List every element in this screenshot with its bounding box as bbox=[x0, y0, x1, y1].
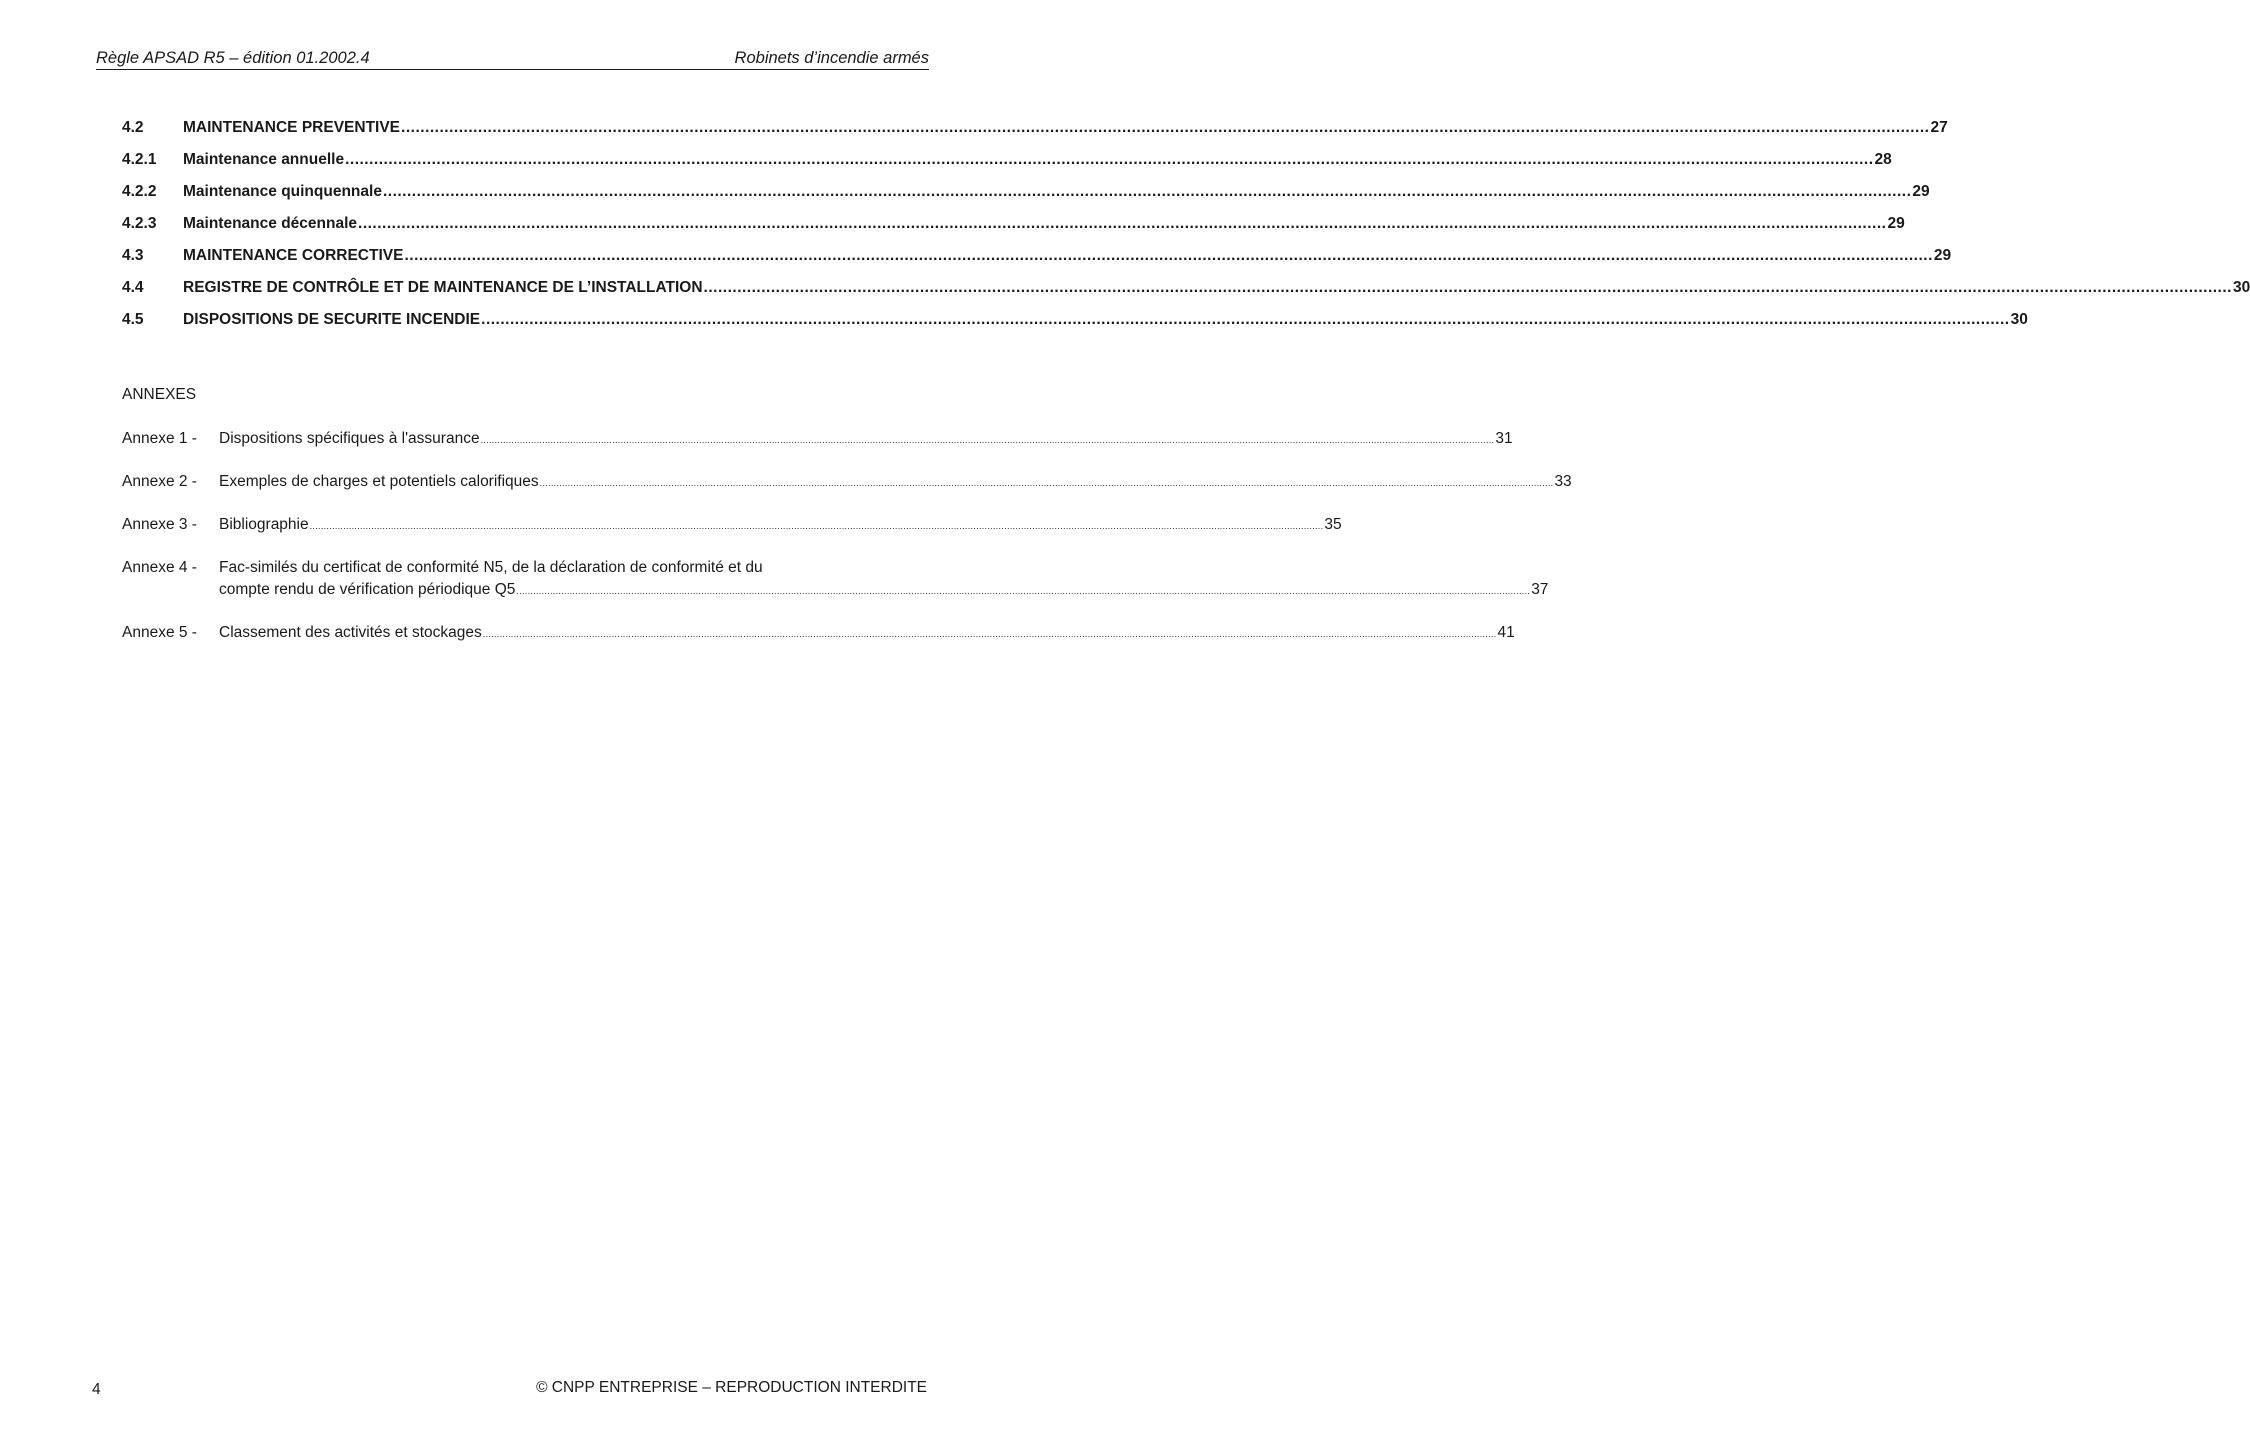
annex-title: compte rendu de vérification périodique Q5 bbox=[219, 581, 516, 598]
toc-entry-page: 27 bbox=[1930, 119, 1948, 136]
annex-page: 31 bbox=[1495, 430, 1513, 447]
annex-page: 35 bbox=[1324, 516, 1342, 533]
annex-number: Annexe 4 - bbox=[122, 559, 197, 576]
toc-entry-title: Maintenance annuelle bbox=[183, 151, 345, 168]
annex-number: Annexe 1 - bbox=[122, 430, 197, 447]
header-right-title: Robinets d’incendie armés bbox=[734, 49, 929, 67]
annex-entry[interactable] bbox=[122, 428, 1513, 451]
annex-leader-dots bbox=[540, 472, 1554, 494]
toc-entry[interactable] bbox=[122, 151, 1892, 183]
toc-leader-dots bbox=[704, 279, 2232, 297]
toc-entry-number: 4.4 bbox=[122, 279, 144, 296]
annex-number: Annexe 2 - bbox=[122, 473, 197, 490]
toc-leader-dots bbox=[481, 311, 2009, 329]
toc-entry-page: 30 bbox=[2010, 311, 2028, 328]
toc-entry[interactable] bbox=[122, 183, 1930, 215]
toc-entry-number: 4.2 bbox=[122, 119, 144, 136]
annex-title: Bibliographie bbox=[219, 516, 309, 533]
toc-leader-dots bbox=[401, 119, 1929, 137]
annex-leader-dots bbox=[481, 429, 1495, 451]
copyright-notice: © CNPP ENTREPRISE – REPRODUCTION INTERDITE bbox=[536, 1379, 927, 1396]
toc-entry-title: REGISTRE DE CONTRÔLE ET DE MAINTENANCE DE L’INSTALLATION bbox=[183, 279, 703, 296]
annex-entry[interactable] bbox=[122, 557, 1549, 602]
toc-entry-page: 29 bbox=[1933, 247, 1952, 264]
toc-leader-dots bbox=[404, 247, 1932, 265]
annex-entry[interactable] bbox=[122, 622, 1515, 645]
toc-leader-dots bbox=[383, 183, 1911, 201]
table-of-contents bbox=[122, 119, 2250, 343]
toc-entry[interactable] bbox=[122, 311, 2028, 343]
toc-entry[interactable] bbox=[122, 215, 1905, 247]
annex-page: 37 bbox=[1531, 581, 1549, 598]
annex-entry[interactable] bbox=[122, 471, 1572, 494]
toc-entry-number: 4.2.2 bbox=[122, 183, 157, 200]
toc-entry-title: Maintenance décennale bbox=[183, 215, 358, 232]
toc-entry-page: 28 bbox=[1874, 151, 1892, 168]
toc-entry-number: 4.5 bbox=[122, 311, 144, 328]
toc-entry[interactable] bbox=[122, 247, 1952, 279]
toc-entry-number: 4.3 bbox=[122, 247, 144, 264]
toc-entry-page: 30 bbox=[2232, 279, 2250, 296]
page-number: 4 bbox=[92, 1381, 101, 1398]
annex-leader-dots bbox=[310, 515, 1324, 537]
annex-title: Exemples de charges et potentiels calorifiques bbox=[219, 473, 539, 490]
annex-title: Classement des activités et stockages bbox=[219, 624, 482, 641]
toc-entry-number: 4.2.1 bbox=[122, 151, 157, 168]
annex-entry[interactable] bbox=[122, 514, 1342, 537]
running-header bbox=[96, 49, 929, 70]
annex-leader-dots bbox=[483, 623, 1497, 645]
annexes-list bbox=[122, 428, 1572, 645]
annexes-heading: ANNEXES bbox=[122, 386, 197, 403]
annex-title-line1: Fac-similés du certificat de conformité N5, de la déclaration de conformité et du bbox=[219, 559, 763, 576]
annex-number: Annexe 5 - bbox=[122, 624, 197, 641]
toc-entry-title: MAINTENANCE CORRECTIVE bbox=[183, 247, 404, 264]
toc-entry[interactable] bbox=[122, 119, 1948, 151]
toc-leader-dots bbox=[345, 151, 1873, 169]
header-left-title: Règle APSAD R5 – édition 01.2002.4 bbox=[96, 49, 370, 67]
annex-page: 41 bbox=[1497, 624, 1515, 641]
toc-entry-title: DISPOSITIONS DE SECURITE INCENDIE bbox=[183, 311, 481, 328]
annex-title: Dispositions spécifiques à l'assurance bbox=[219, 430, 480, 447]
toc-entry-number: 4.2.3 bbox=[122, 215, 157, 232]
toc-leader-dots bbox=[358, 215, 1886, 233]
annex-number: Annexe 3 - bbox=[122, 516, 197, 533]
toc-entry-page: 29 bbox=[1887, 215, 1905, 232]
toc-entry[interactable] bbox=[122, 279, 2250, 311]
toc-entry-page: 29 bbox=[1912, 183, 1930, 200]
annex-leader-dots bbox=[516, 580, 1530, 602]
toc-entry-title: Maintenance quinquennale bbox=[183, 183, 382, 200]
annex-page: 33 bbox=[1554, 473, 1572, 490]
toc-entry-title: MAINTENANCE PREVENTIVE bbox=[183, 119, 401, 136]
